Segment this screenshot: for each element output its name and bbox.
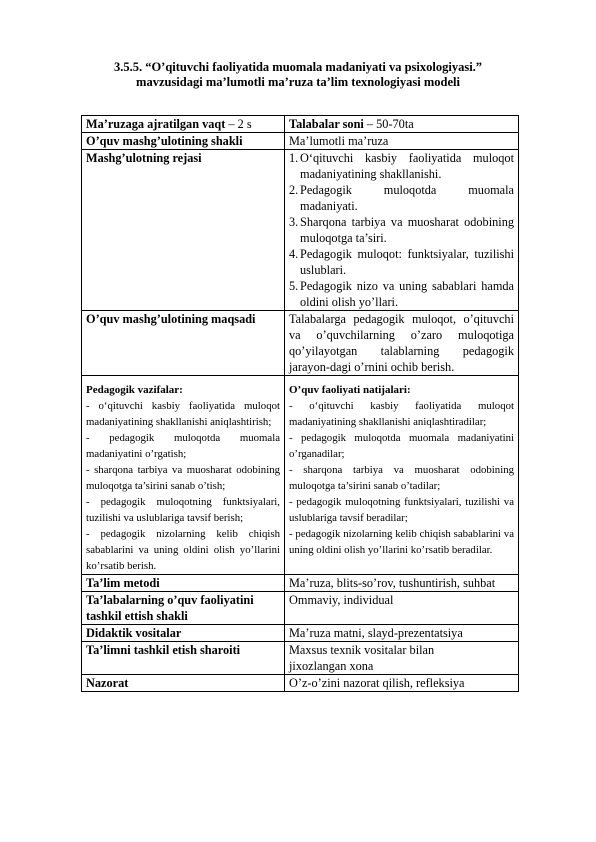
organization-label: Ta’labalarning o’quv faoliyatini tashkil ettish shakli <box>82 592 285 625</box>
table-row-conditions <box>82 642 519 675</box>
table-row-tools <box>82 625 519 642</box>
tasks-cell <box>82 376 285 575</box>
table-row-aim <box>82 311 519 376</box>
aim-value: Talabalarga pedagogik muloqot, o’qituvchi va o’quvchilarning o’zaro muloqotiga qo’yilayotgan talablarning pedagogik jarayon-dagi o’rnini ochib berish. <box>285 311 519 376</box>
task-item: - pedagogik muloqotda muomala madaniyatini o’rgatish; <box>86 432 280 460</box>
control-value: O’z-o’zini nazorat qilish, refleksiya <box>285 675 519 692</box>
plan-list <box>289 150 514 310</box>
tasks-label: Pedagogik vazifalar: <box>86 384 183 396</box>
students-label: Talabalar soni <box>289 117 364 131</box>
plan-label: Mashg’ulotning rejasi <box>82 150 285 311</box>
result-item: - pedagogik muloqotning funktsiyalari, tuzilishi va uslublariga tavsif beradilar; <box>289 496 514 524</box>
table-row-form <box>82 133 519 150</box>
plan-item-text: Pedagogik muloqotda muomala madaniyati. <box>300 183 514 213</box>
plan-item-text: O‘qituvchi kasbiy faoliyatida muloqot madaniyatining shakllanishi. <box>300 151 514 181</box>
task-item: - o‘qituvchi kasbiy faoliyatida muloqot madaniyatining shakllanishi aniqlashtirish; <box>86 400 280 428</box>
plan-item <box>289 182 514 214</box>
plan-item-text: Pedagogik muloqot: funktsiyalar, tuzilishi uslublari. <box>300 247 514 277</box>
table-row-plan <box>82 150 519 311</box>
plan-item-text: Sharqona tarbiya va muosharat odobining muloqotga ta’siri. <box>300 215 514 245</box>
result-item: - o‘qituvchi kasbiy faoliyatida muloqot madaniyatining shakllanishi aniqlashtiradilar; <box>289 400 514 428</box>
time-value: – 2 s <box>228 117 252 131</box>
title-line-1: 3.5.5. “O’qituvchi faoliyatida muomala madaniyati va psixologiyasi.” <box>113 60 483 74</box>
plan-item-number: 5. <box>289 279 299 293</box>
aim-label: O’quv mashg’ulotining maqsadi <box>82 311 285 376</box>
result-item: - pedagogik muloqotda muomala madaniyatini o’rganadilar; <box>289 432 514 460</box>
plan-item <box>289 150 514 182</box>
plan-item-number: 1. <box>289 151 299 165</box>
plan-item-text: Pedagogik nizo va uning sabablari hamda oldini olish yo’llari. <box>300 279 514 309</box>
plan-cell <box>285 150 519 311</box>
students-cell <box>285 116 519 133</box>
form-value: Ma’lumotli ma’ruza <box>285 133 519 150</box>
tools-value: Ma’ruza matni, slayd-prezentatsiya <box>285 625 519 642</box>
plan-item-number: 2. <box>289 183 299 197</box>
plan-item <box>289 278 514 310</box>
tools-label: Didaktik vositalar <box>82 625 285 642</box>
table-row-organization <box>82 592 519 625</box>
results-cell <box>285 376 519 575</box>
results-label: O’quv faoliyati natijalari: <box>289 384 411 396</box>
lecture-model-table <box>81 115 519 692</box>
plan-item-number: 4. <box>289 247 299 261</box>
table-row-tasks-results <box>82 376 519 575</box>
method-label: Ta’lim metodi <box>82 575 285 592</box>
time-cell <box>82 116 285 133</box>
method-value: Ma’ruza, blits-so’rov, tushuntirish, suhbat <box>285 575 519 592</box>
form-label: O’quv mashg’ulotining shakli <box>82 133 285 150</box>
conditions-label: Ta’limni tashkil etish sharoiti <box>82 642 285 675</box>
plan-item <box>289 246 514 278</box>
plan-item <box>289 214 514 246</box>
title-line-2: mavzusidagi ma’lumotli ma’ruza ta’lim texnologiyasi modeli <box>136 75 460 89</box>
table-row-control <box>82 675 519 692</box>
time-label: Ma’ruzaga ajratilgan vaqt <box>86 117 226 131</box>
result-item: - pedagogik nizolarning kelib chiqish sabablarini va uning oldini olish yo’llarini ko’rsatib beradilar. <box>289 528 514 556</box>
table-row-time <box>82 116 519 133</box>
task-item: - pedagogik muloqotning funktsiyalari, tuzilishi va uslublariga tavsif berish; <box>86 496 280 524</box>
plan-item-number: 3. <box>289 215 299 229</box>
organization-value: Ommaviy, individual <box>285 592 519 625</box>
result-item: - sharqona tarbiya va muosharat odobining muloqotga ta’sirini sanab o’tadilar; <box>289 464 514 492</box>
table-row-method <box>82 575 519 592</box>
document-title <box>82 60 514 90</box>
students-value: – 50-70ta <box>366 117 414 131</box>
conditions-value: Maxsus texnik vositalar bilan jixozlangan xona <box>285 642 519 675</box>
task-item: - sharqona tarbiya va muosharat odobining muloqotga ta’sirini sanab o’tish; <box>86 464 280 492</box>
control-label: Nazorat <box>82 675 285 692</box>
task-item: - pedagogik nizolarning kelib chiqish sabablarini va uning oldini olish yo’llarini ko’rsatib berish. <box>86 528 280 572</box>
